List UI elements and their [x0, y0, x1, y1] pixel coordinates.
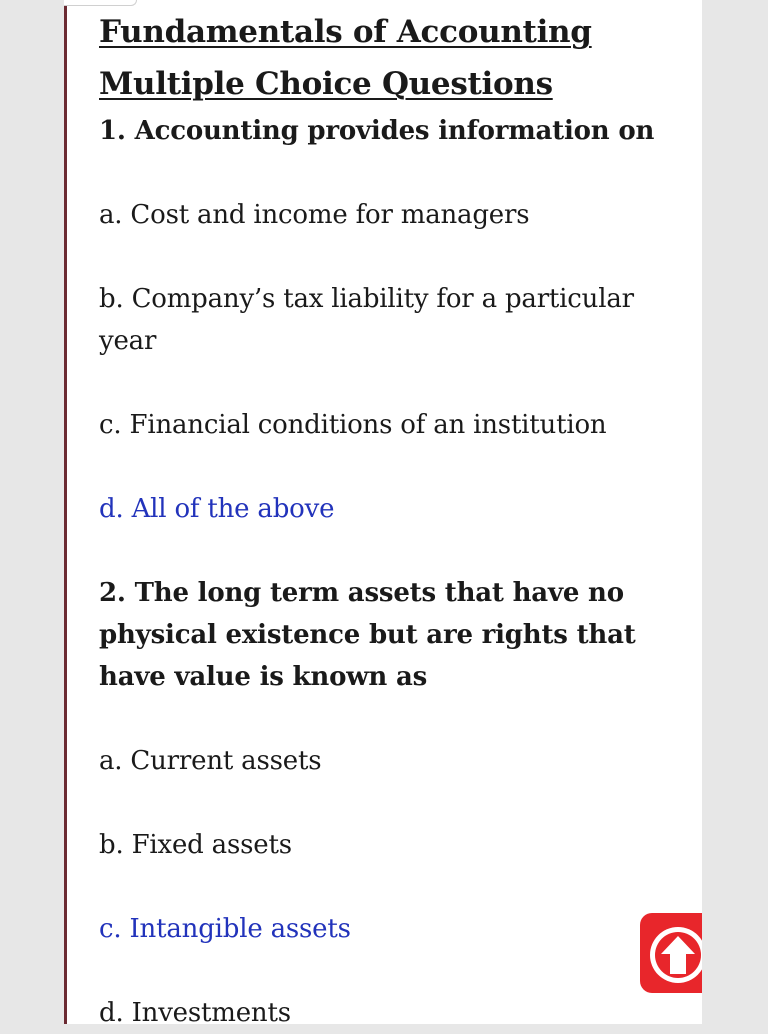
article-title [99, 6, 699, 110]
option-b: b. Fixed assets [99, 830, 292, 860]
option-a: a. Current assets [99, 746, 322, 776]
question-text: 2. The long term assets that have no physical existence but are rights that have value is known as [99, 578, 636, 692]
title-line-2: Multiple Choice Questions [99, 66, 553, 102]
question-text: 1. Accounting provides information on [99, 116, 655, 146]
arrow-up-circle-icon [646, 923, 702, 987]
option-d-correct-answer: d. All of the above [99, 494, 335, 524]
article-page [64, 0, 702, 1028]
title-line-1: Fundamentals of Accounting [99, 14, 592, 50]
question-1 [99, 110, 699, 572]
question-2 [99, 572, 699, 1034]
option-b: b. Company’s tax liability for a particular year [99, 284, 634, 356]
article-content [99, 6, 699, 1034]
option-c: c. Financial conditions of an institution [99, 410, 607, 440]
option-d: d. Investments [99, 998, 291, 1028]
page-corner-tab [64, 0, 137, 6]
option-a: a. Cost and income for managers [99, 200, 530, 230]
scroll-to-top-button[interactable] [640, 913, 702, 993]
option-c-correct-answer: c. Intangible assets [99, 914, 351, 944]
